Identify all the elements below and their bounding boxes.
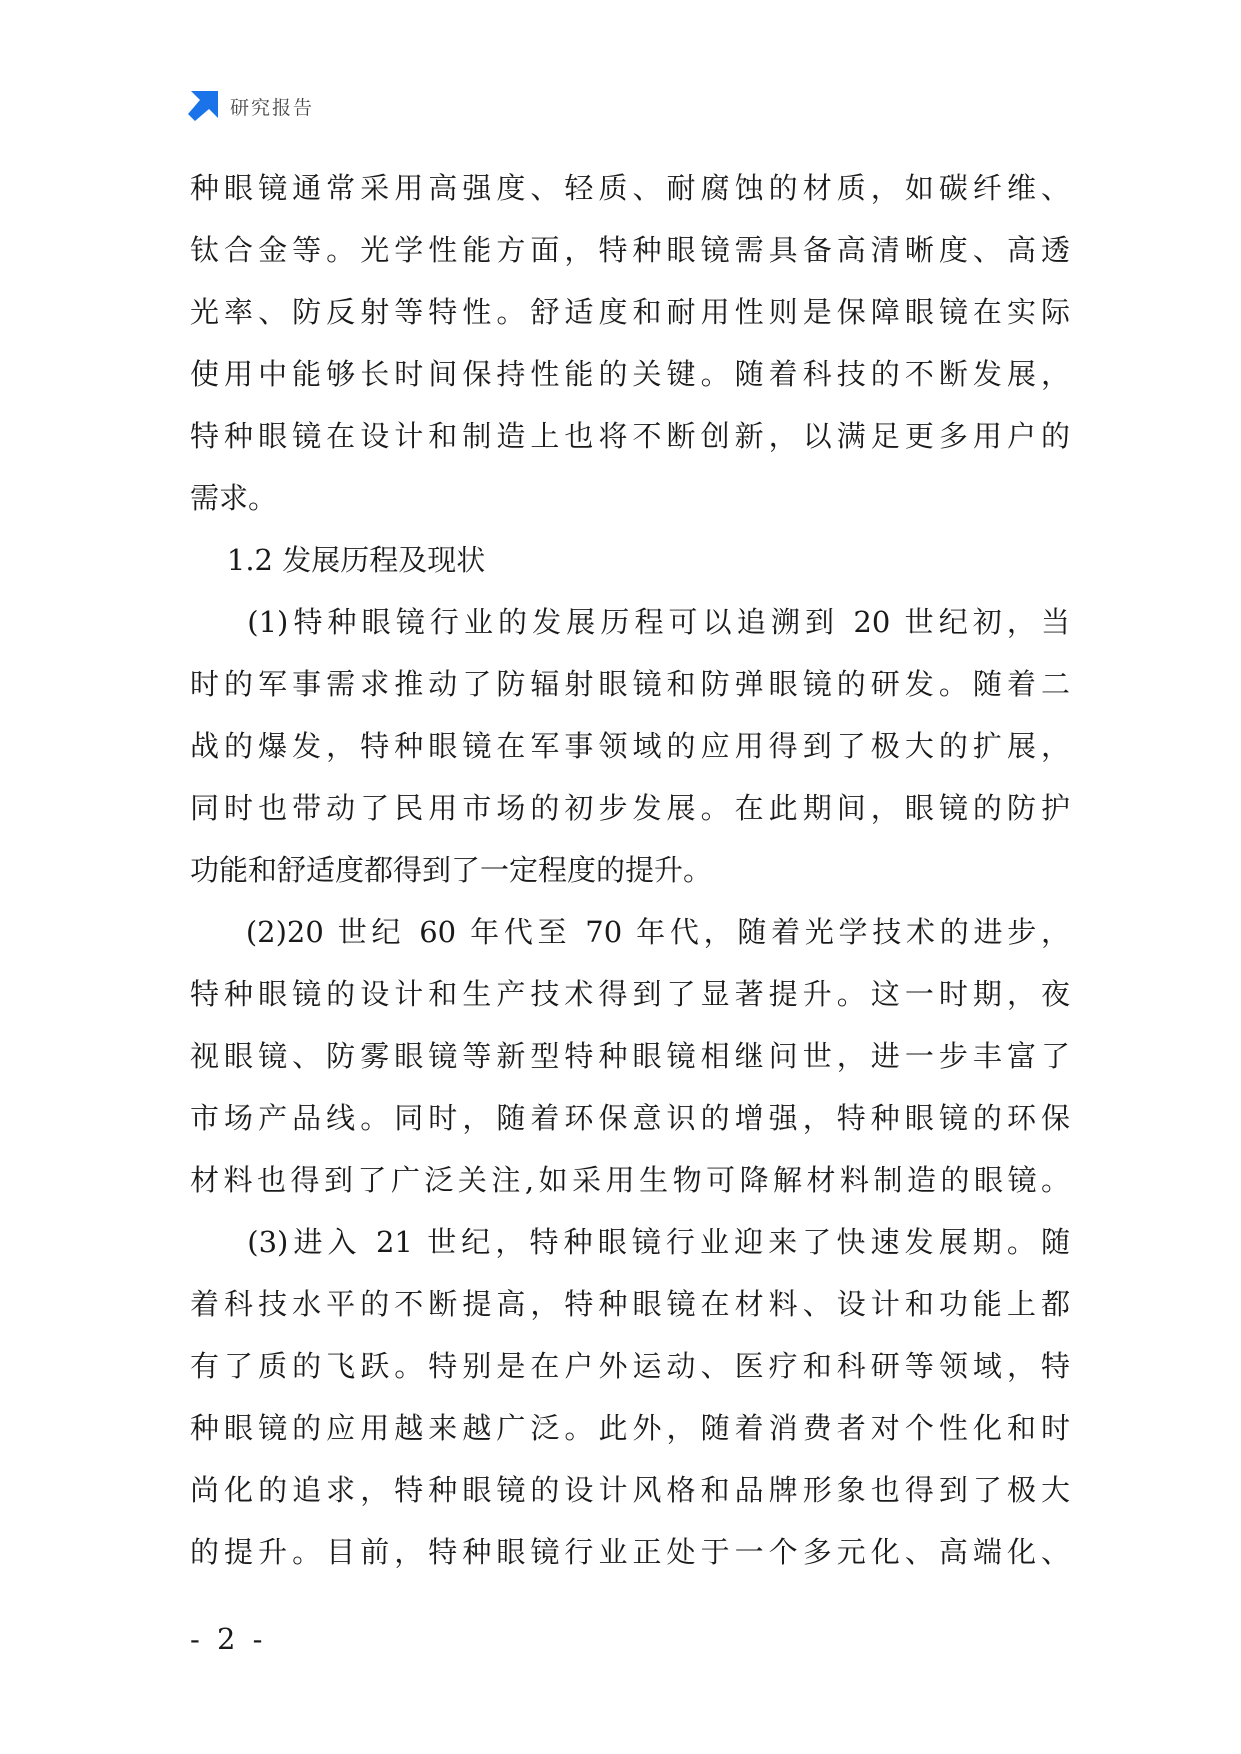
text-line: 1.2 发展历程及现状 (190, 543, 486, 577)
text-line: (3)进入 21 世纪，特种眼镜行业迎来了快速发展期。随 (190, 1225, 1070, 1259)
text-line: (2)20 世纪 60 年代至 70 年代，随着光学技术的进步， (190, 915, 1070, 949)
text-line: 尚化的追求，特种眼镜的设计风格和品牌形象也得到了极大 (190, 1473, 1070, 1507)
text-line: 特种眼镜的设计和生产技术得到了显著提升。这一时期，夜 (190, 977, 1070, 1011)
arrow-up-right-icon (188, 91, 218, 121)
text-line: 光率、防反射等特性。舒适度和耐用性则是保障眼镜在实际 (190, 295, 1070, 329)
text-line: 有了质的飞跃。特别是在户外运动、医疗和科研等领域，特 (190, 1349, 1070, 1383)
text-line: 功能和舒适度都得到了一定程度的提升。 (190, 853, 713, 887)
header-title: 研究报告 (230, 96, 315, 119)
page-number: - 2 - (190, 1622, 267, 1656)
text-line: (1)特种眼镜行业的发展历程可以追溯到 20 世纪初，当 (190, 605, 1070, 639)
text-line: 种眼镜通常采用高强度、轻质、耐腐蚀的材质，如碳纤维、 (190, 171, 1070, 205)
text-line: 使用中能够长时间保持性能的关键。随着科技的不断发展， (190, 357, 1070, 391)
text-line: 的提升。目前，特种眼镜行业正处于一个多元化、高端化、 (190, 1535, 1070, 1569)
text-line: 特种眼镜在设计和制造上也将不断创新，以满足更多用户的 (190, 419, 1070, 453)
page-header (188, 88, 314, 124)
body-text (190, 157, 1070, 1583)
text-line: 钛合金等。光学性能方面，特种眼镜需具备高清晰度、高透 (190, 233, 1070, 267)
text-line: 战的爆发，特种眼镜在军事领域的应用得到了极大的扩展， (190, 729, 1070, 763)
text-line: 同时也带动了民用市场的初步发展。在此期间，眼镜的防护 (190, 791, 1070, 825)
text-line: 时的军事需求推动了防辐射眼镜和防弹眼镜的研发。随着二 (190, 667, 1070, 701)
text-line: 市场产品线。同时，随着环保意识的增强，特种眼镜的环保 (190, 1101, 1070, 1135)
text-line: 视眼镜、防雾眼镜等新型特种眼镜相继问世，进一步丰富了 (190, 1039, 1070, 1073)
text-line: 着科技水平的不断提高，特种眼镜在材料、设计和功能上都 (190, 1287, 1070, 1321)
text-line: 需求。 (190, 481, 278, 515)
text-line: 种眼镜的应用越来越广泛。此外，随着消费者对个性化和时 (190, 1411, 1070, 1445)
text-line: 材料也得到了广泛关注,如采用生物可降解材料制造的眼镜。 (190, 1163, 1070, 1197)
